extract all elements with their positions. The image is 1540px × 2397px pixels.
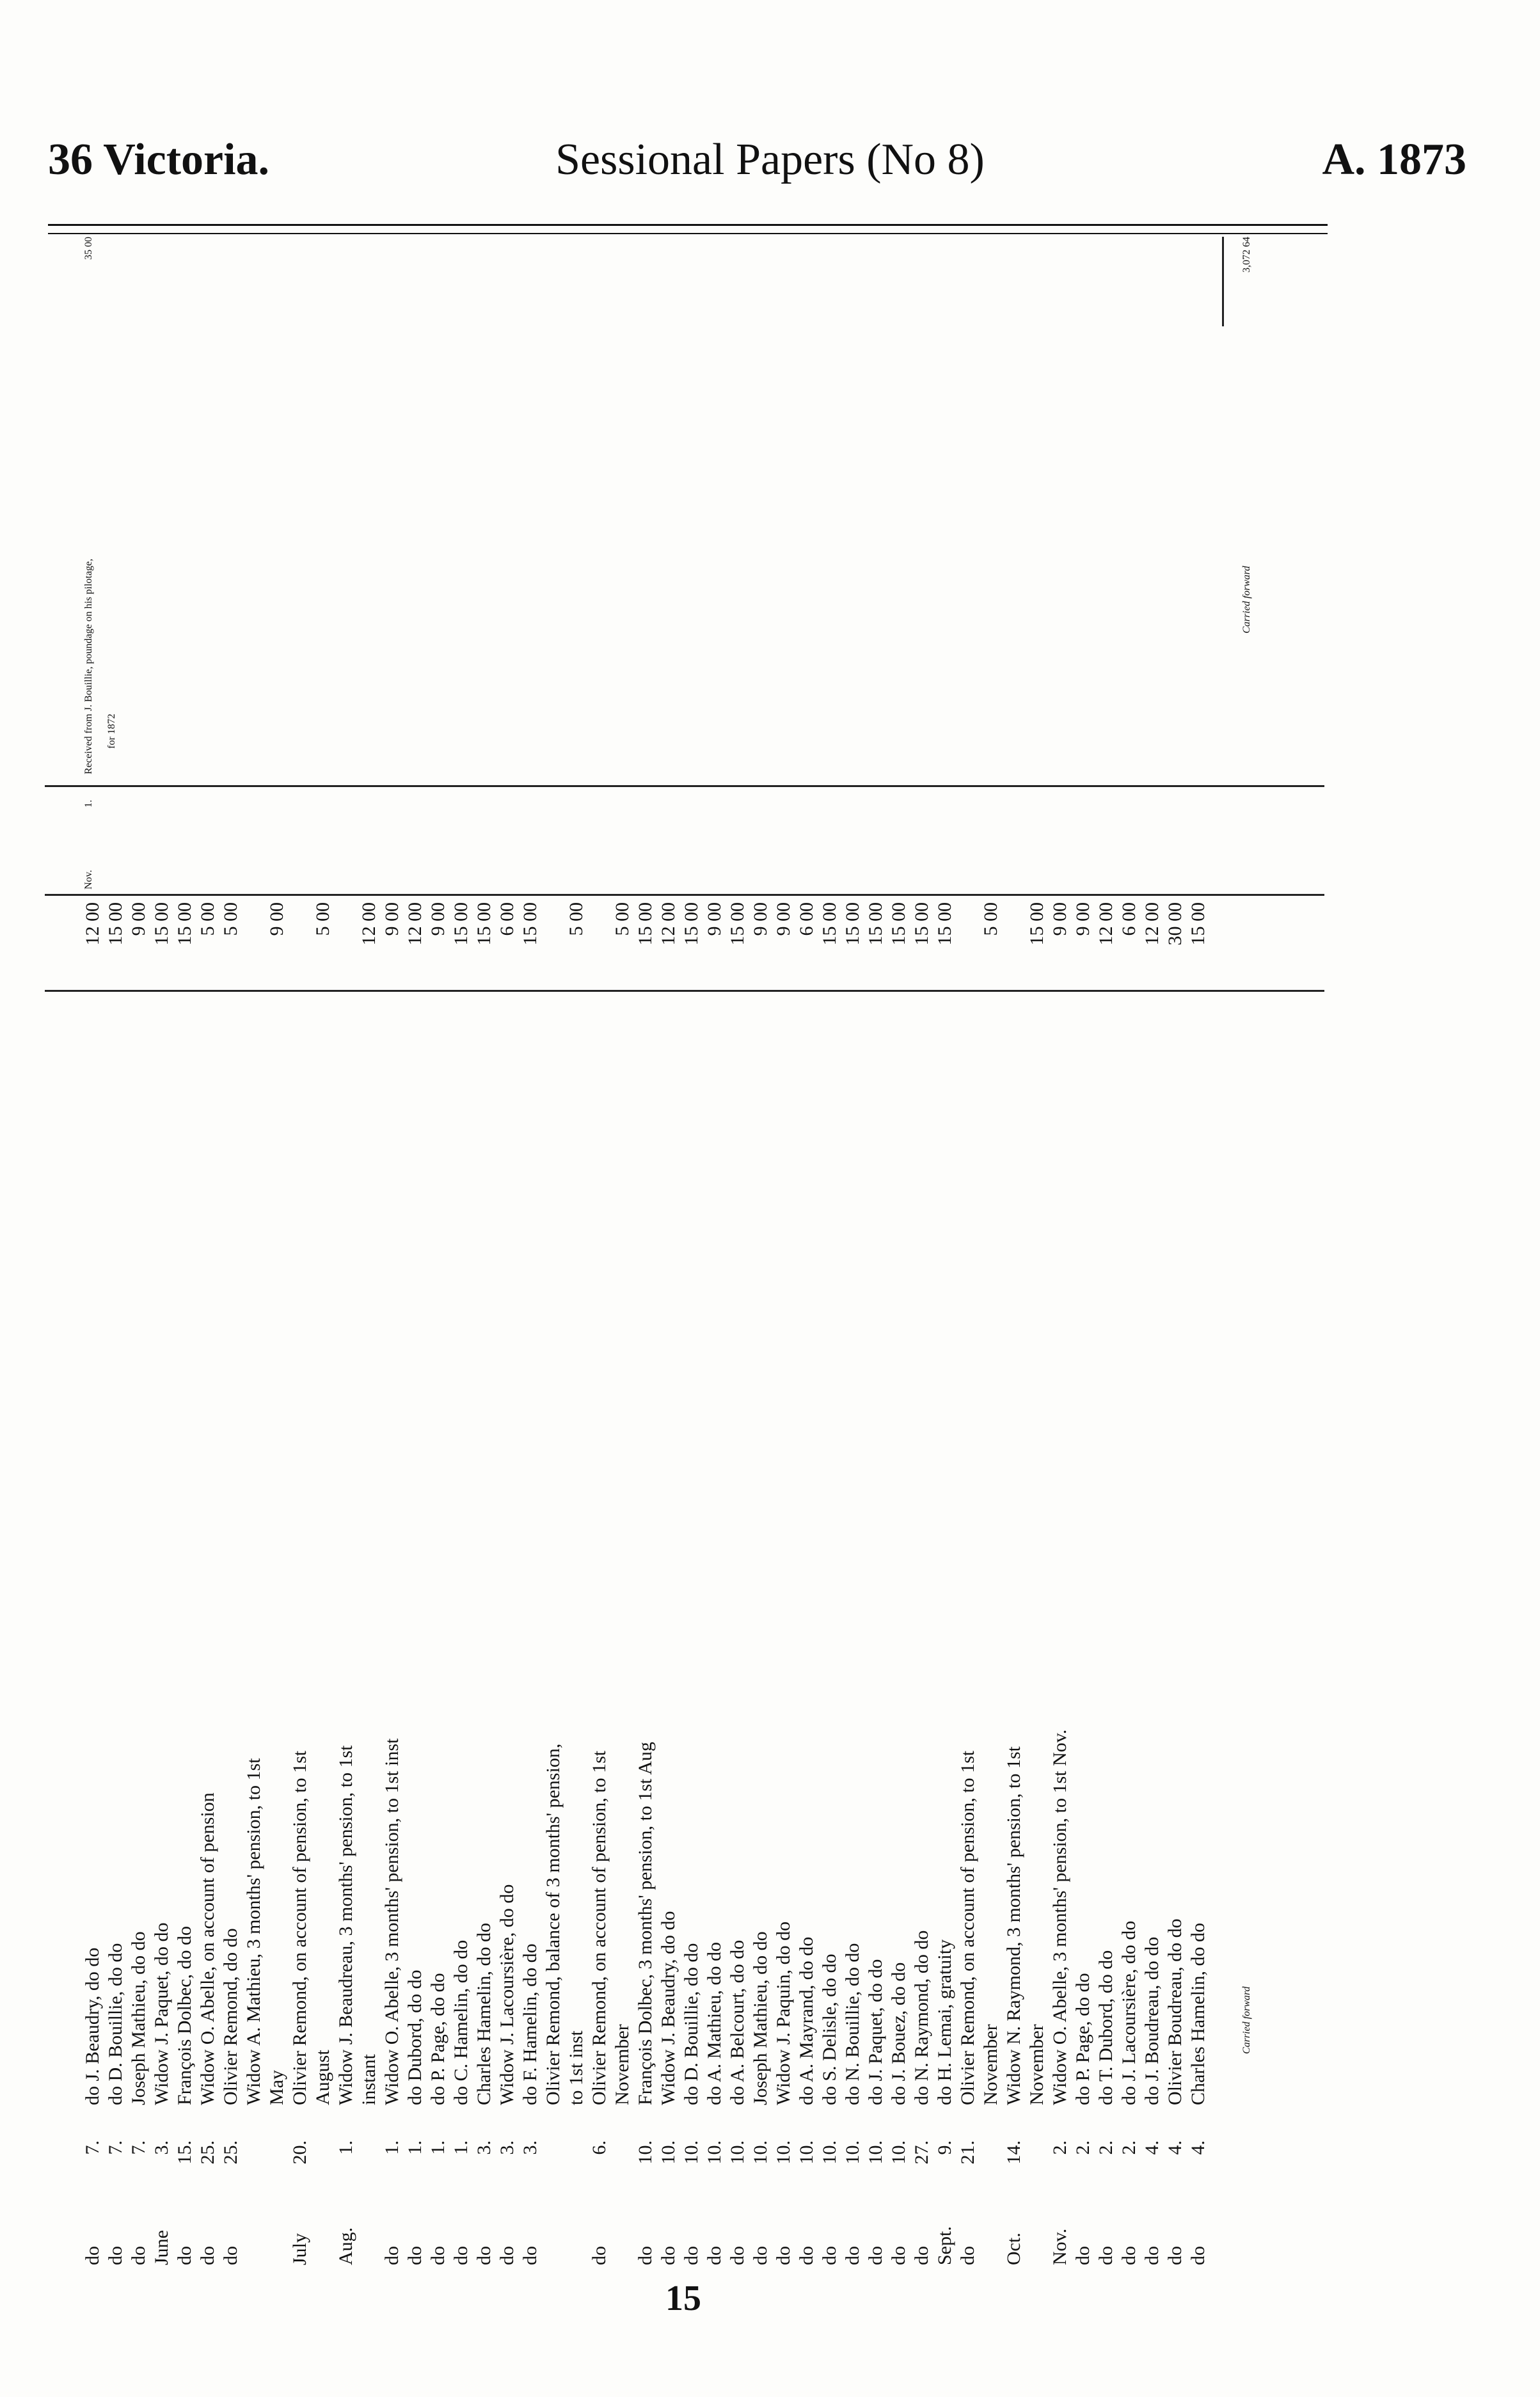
ledger-month: do: [727, 2246, 748, 2265]
ledger-day: 2.: [1049, 2140, 1070, 2155]
ledger-row: [314, 237, 334, 2265]
ledger-description: Joseph Mathieu, do do: [750, 1931, 771, 2105]
ledger-description: do Dubord, do do: [404, 1970, 425, 2105]
ledger-month: do: [473, 2246, 495, 2265]
ledger-day: 10.: [681, 2140, 702, 2165]
ledger-description: do F. Hamelin, do do: [520, 1943, 541, 2105]
ledger-month: June: [151, 2230, 172, 2265]
ledger-amount: 15 00: [888, 902, 909, 946]
ledger-description: Widow A. Mathieu, 3 months' pension, to 1st: [243, 1758, 264, 2105]
ledger-description: do D. Bouillie, do do: [681, 1943, 702, 2105]
ledger-month: do: [681, 2246, 702, 2265]
ledger-description: November: [1026, 2024, 1047, 2105]
ledger-row: [360, 237, 380, 2265]
ledger-day: 10.: [658, 2140, 679, 2165]
ledger-row: [475, 237, 495, 2265]
ledger-day: 15.: [174, 2140, 195, 2165]
ledger-amount: 9 00: [381, 902, 402, 936]
ledger-day: 3.: [473, 2140, 495, 2155]
ledger-amount: 12 00: [404, 902, 425, 946]
ledger-description: do J. Paquet, do do: [865, 1959, 886, 2105]
ledger-description: do H. Lemai, gratuity: [934, 1939, 955, 2105]
column-divider: [45, 894, 1324, 896]
ledger-row: [1074, 237, 1094, 2265]
ledger-amount: 6 00: [1118, 902, 1139, 936]
ledger-description: Olivier Remond, balance of 3 months' pension,: [543, 1743, 564, 2105]
ledger-month: do: [842, 2246, 863, 2265]
ledger-row: [383, 237, 403, 2265]
ledger-day: 7.: [128, 2140, 149, 2155]
ledger-row: [406, 237, 426, 2265]
ledger-month: do: [819, 2246, 840, 2265]
ledger-day: 3.: [496, 2140, 518, 2155]
ledger-amount: 15 00: [635, 902, 656, 946]
ledger-row: [958, 237, 979, 2265]
ledger-day: 1.: [427, 2140, 449, 2155]
ledger-description: do A. Mathieu, do do: [704, 1942, 725, 2105]
page-number: 15: [665, 2279, 701, 2318]
ledger-description: Olivier Remond, on account of pension, to 1st: [589, 1750, 610, 2105]
ledger-amount: 12 00: [658, 902, 679, 946]
ledger-day: 4.: [1164, 2140, 1186, 2155]
ledger-row: [221, 237, 242, 2265]
ledger-amount: 9 00: [1072, 902, 1093, 936]
ledger-description: do C. Hamelin, do do: [450, 1939, 472, 2105]
ledger-description: Widow O. Abelle, 3 months' pension, to 1st inst: [381, 1738, 402, 2105]
ledger-description: August: [312, 2050, 333, 2105]
ledger-amount: 15 00: [1026, 902, 1047, 946]
ledger-row: [1028, 237, 1048, 2265]
ledger-row: [1120, 237, 1140, 2265]
ledger-amount: 5 00: [612, 902, 633, 936]
ledger-amount: 15 00: [174, 902, 195, 946]
ledger-amount: 15 00: [934, 902, 955, 946]
ledger-description: do A. Belcourt, do do: [727, 1939, 748, 2105]
ledger-row: [521, 237, 541, 2265]
ledger-day: 2.: [1095, 2140, 1116, 2155]
ledger-row: [198, 237, 219, 2265]
ledger-amount: 15 00: [473, 902, 495, 946]
ledger-description: Olivier Remond, on account of pension, to 1st: [957, 1750, 978, 2105]
ledger-row: [290, 237, 311, 2265]
ledger-day: 10.: [842, 2140, 863, 2165]
ledger-amount: 15 00: [450, 902, 472, 946]
ledger-description: Widow O. Abelle, 3 months' pension, to 1st Nov.: [1049, 1729, 1070, 2105]
ledger-description: Olivier Remond, on account of pension, to 1st: [289, 1750, 310, 2105]
ledger-day: 10.: [750, 2140, 771, 2165]
ledger-row: [751, 237, 772, 2265]
column-divider: [45, 990, 1324, 992]
ledger-amount: 30 00: [1164, 902, 1186, 946]
ledger-row: [1166, 237, 1186, 2265]
ledger-day: 1.: [381, 2140, 402, 2155]
ledger-row: [797, 237, 818, 2265]
ledger-row: [175, 237, 196, 2265]
ledger-day: 1.: [404, 2140, 425, 2155]
ledger-amount: 6 00: [496, 902, 518, 936]
ledger-day: 10.: [819, 2140, 840, 2165]
ledger-amount: 9 00: [427, 902, 449, 936]
ledger-description: do N. Bouillie, do do: [842, 1943, 863, 2105]
right-entry-desc-1: Received from J. Bouillie, poundage on his pilotage,: [83, 559, 94, 774]
ledger-day: 10.: [704, 2140, 725, 2165]
ledger-month: do: [1072, 2246, 1093, 2265]
ledger-row: [567, 237, 587, 2265]
header-left: 36 Victoria.: [48, 135, 270, 184]
ledger-row: [498, 237, 518, 2265]
ledger-description: Widow J. Beaudreau, 3 months' pension, to 1st: [335, 1745, 356, 2105]
ledger-day: 10.: [635, 2140, 656, 2165]
ledger-description: Widow O. Abelle, on account of pension: [197, 1792, 218, 2105]
ledger-description: Charles Hamelin, do do: [1187, 1923, 1209, 2105]
ledger-month: do: [635, 2246, 656, 2265]
ledger-description: do T. Dubord, do do: [1095, 1950, 1116, 2105]
ledger-description: Widow J. Paquet, do do: [151, 1922, 172, 2105]
ledger-month: do: [1187, 2246, 1209, 2265]
ledger-day: 10.: [773, 2140, 794, 2165]
ledger-day: 10.: [865, 2140, 886, 2165]
ledger-month: Aug.: [335, 2227, 356, 2265]
rotated-ledger: [45, 237, 1324, 2265]
ledger-row: [889, 237, 910, 2265]
ledger-description: do D. Bouillie, do do: [105, 1943, 126, 2105]
ledger-amount: 15 00: [819, 902, 840, 946]
ledger-month: do: [1164, 2246, 1186, 2265]
ledger-description: do J. Beaudry, do do: [82, 1947, 103, 2105]
ledger-row: [659, 237, 679, 2265]
ledger-day: 1.: [335, 2140, 356, 2155]
ledger-row: [866, 237, 887, 2265]
ledger-month: do: [773, 2246, 794, 2265]
ledger-row: [590, 237, 610, 2265]
ledger-month: do: [911, 2246, 932, 2265]
ledger-description: Widow J. Beaudry, do do: [658, 1911, 679, 2105]
ledger-description: do J. Boudreau, do do: [1141, 1936, 1163, 2105]
ledger-description: Widow N. Raymond, 3 months' pension, to 1st: [1003, 1746, 1024, 2105]
ledger-row: [705, 237, 726, 2265]
ledger-day: 7.: [105, 2140, 126, 2155]
left-carried-row: [1241, 237, 1262, 2265]
right-entry: [83, 237, 104, 2265]
ledger-description: do S. Delisle, do do: [819, 1954, 840, 2105]
ledger-day: 25.: [220, 2140, 241, 2165]
ledger-row: [820, 237, 841, 2265]
column-divider: [45, 785, 1324, 787]
ledger-month: do: [105, 2246, 126, 2265]
header-right: A. 1873: [1322, 135, 1466, 184]
ledger-day: 6.: [589, 2140, 610, 2155]
ledger-month: do: [381, 2246, 402, 2265]
ledger-row: [912, 237, 933, 2265]
ledger-row: [337, 237, 357, 2265]
ledger-month: do: [1095, 2246, 1116, 2265]
ledger-row: [1004, 237, 1025, 2265]
ledger-amount: 9 00: [1049, 902, 1070, 936]
header-rule: [48, 224, 1328, 226]
ledger-day: 21.: [957, 2140, 978, 2165]
ledger-day: 20.: [289, 2140, 310, 2165]
ledger-month: do: [865, 2246, 886, 2265]
ledger-day: 2.: [1118, 2140, 1139, 2155]
ledger-description: Joseph Mathieu, do do: [128, 1931, 149, 2105]
ledger-row: [152, 237, 173, 2265]
ledger-day: 10.: [796, 2140, 817, 2165]
ledger-month: do: [427, 2246, 449, 2265]
ledger-month: do: [658, 2246, 679, 2265]
ledger-row: [1143, 237, 1163, 2265]
ledger-row: [244, 237, 265, 2265]
ledger-description: do J. Bouez, do do: [888, 1962, 909, 2105]
right-entry-month: Nov.: [83, 870, 94, 889]
ledger-month: do: [750, 2246, 771, 2265]
ledger-amount: 9 00: [750, 902, 771, 936]
ledger-row: [935, 237, 956, 2265]
ledger-amount: 15 00: [842, 902, 863, 946]
ledger-description: Charles Hamelin, do do: [473, 1923, 495, 2105]
ledger-description: Olivier Boudreau, do do: [1164, 1918, 1186, 2105]
ledger-day: 2.: [1072, 2140, 1093, 2155]
ledger-amount: 15 00: [520, 902, 541, 946]
ledger-description: do J. Lacoursière, do do: [1118, 1920, 1139, 2105]
ledger-day: 9.: [934, 2140, 955, 2155]
ledger-month: do: [888, 2246, 909, 2265]
ledger-row: [1097, 237, 1117, 2265]
ledger-row: [843, 237, 864, 2265]
ledger-description: Widow J. Paquin, do do: [773, 1921, 794, 2105]
ledger-month: Sept.: [934, 2226, 955, 2265]
ledger-description: do A. Mayrand, do do: [796, 1936, 817, 2105]
right-total: 3,072 64: [1241, 237, 1252, 273]
ledger-day: 4.: [1141, 2140, 1163, 2155]
ledger-month: do: [220, 2246, 241, 2265]
ledger-row: [267, 237, 288, 2265]
ledger-month: July: [289, 2233, 310, 2265]
ledger-description: do P. Page, do do: [1072, 1973, 1093, 2105]
ledger-row: [613, 237, 633, 2265]
ledger-amount: 9 00: [704, 902, 725, 936]
ledger-row: [1189, 237, 1209, 2265]
ledger-amount: 6 00: [796, 902, 817, 936]
ledger-amount: 9 00: [128, 902, 149, 936]
ledger-row: [1051, 237, 1071, 2265]
ledger-description: do P. Page, do do: [427, 1973, 449, 2105]
ledger-amount: 5 00: [980, 902, 1001, 936]
ledger-month: do: [404, 2246, 425, 2265]
ledger-amount: 5 00: [220, 902, 241, 936]
ledger-amount: 15 00: [911, 902, 932, 946]
right-entry-cont: [106, 237, 127, 2265]
ledger-description: November: [980, 2024, 1001, 2105]
ledger-row: [774, 237, 795, 2265]
ledger-amount: 9 00: [773, 902, 794, 936]
ledger-month: do: [1141, 2246, 1163, 2265]
ledger-amount: 15 00: [727, 902, 748, 946]
ledger-description: instant: [358, 2054, 379, 2105]
ledger-month: do: [589, 2246, 610, 2265]
ledger-day: 3.: [520, 2140, 541, 2155]
header-center: Sessional Papers (No 8): [555, 135, 985, 184]
ledger-amount: 15 00: [151, 902, 172, 946]
ledger-day: 14.: [1003, 2140, 1024, 2165]
ledger-month: do: [796, 2246, 817, 2265]
ledger-row: [429, 237, 449, 2265]
ledger-month: do: [174, 2246, 195, 2265]
ledger-amount: 15 00: [865, 902, 886, 946]
ledger-month: do: [704, 2246, 725, 2265]
ledger-day: 10.: [727, 2140, 748, 2165]
ledger-row: [636, 237, 656, 2265]
header-rule-double: [48, 233, 1328, 234]
right-entry-desc-2: for 1872: [106, 713, 117, 749]
ledger-amount: 15 00: [1187, 902, 1209, 946]
ledger-day: 10.: [888, 2140, 909, 2165]
right-carried-forward: Carried forward: [1241, 566, 1252, 633]
ledger-month: do: [82, 2246, 103, 2265]
ledger-row: [682, 237, 703, 2265]
ledger-amount: 9 00: [266, 902, 287, 936]
ledger-description: November: [612, 2024, 633, 2105]
ledger-month: do: [128, 2246, 149, 2265]
ledger-amount: 5 00: [197, 902, 218, 936]
ledger-month: do: [496, 2246, 518, 2265]
ledger-row: [728, 237, 749, 2265]
ledger-row: [544, 237, 564, 2265]
ledger-day: 7.: [82, 2140, 103, 2155]
ledger-description: do N. Raymond, do do: [911, 1930, 932, 2105]
ledger-day: 27.: [911, 2140, 932, 2165]
ledger-month: do: [450, 2246, 472, 2265]
ledger-row: [981, 237, 1002, 2265]
ledger-month: Nov.: [1049, 2228, 1070, 2265]
ledger-amount: 12 00: [358, 902, 379, 946]
ledger-amount: 12 00: [1141, 902, 1163, 946]
ledger-description: to 1st inst: [566, 2030, 587, 2105]
ledger-description: Olivier Remond, do do: [220, 1928, 241, 2105]
ledger-amount: 5 00: [566, 902, 587, 936]
ledger-row: [452, 237, 472, 2265]
right-entry-amount: 35 00: [83, 237, 94, 260]
ledger-amount: 12 00: [82, 902, 103, 946]
ledger-description: François Dolbec, 3 months' pension, to 1st Aug: [635, 1742, 656, 2105]
ledger-month: Oct.: [1003, 2233, 1024, 2265]
ledger-row: [129, 237, 150, 2265]
ledger-amount: 15 00: [681, 902, 702, 946]
ledger-day: 25.: [197, 2140, 218, 2165]
ledger-amount: 12 00: [1095, 902, 1116, 946]
ledger-month: do: [957, 2246, 978, 2265]
ledger-month: do: [520, 2246, 541, 2265]
ledger-month: do: [197, 2246, 218, 2265]
ledger-amount: 15 00: [105, 902, 126, 946]
right-total-rule: [1222, 237, 1224, 326]
ledger-description: Widow J. Lacoursière, do do: [496, 1884, 518, 2105]
right-entry-day: 1.: [83, 800, 94, 808]
left-carried-forward: Carried forward: [1241, 1986, 1252, 2054]
ledger-amount: 5 00: [312, 902, 333, 936]
ledger-day: 4.: [1187, 2140, 1209, 2155]
ledger-day: 1.: [450, 2140, 472, 2155]
ledger-month: do: [1118, 2246, 1139, 2265]
ledger-description: May: [266, 2070, 287, 2105]
ledger-description: François Dolbec, do do: [174, 1926, 195, 2105]
ledger-day: 3.: [151, 2140, 172, 2155]
